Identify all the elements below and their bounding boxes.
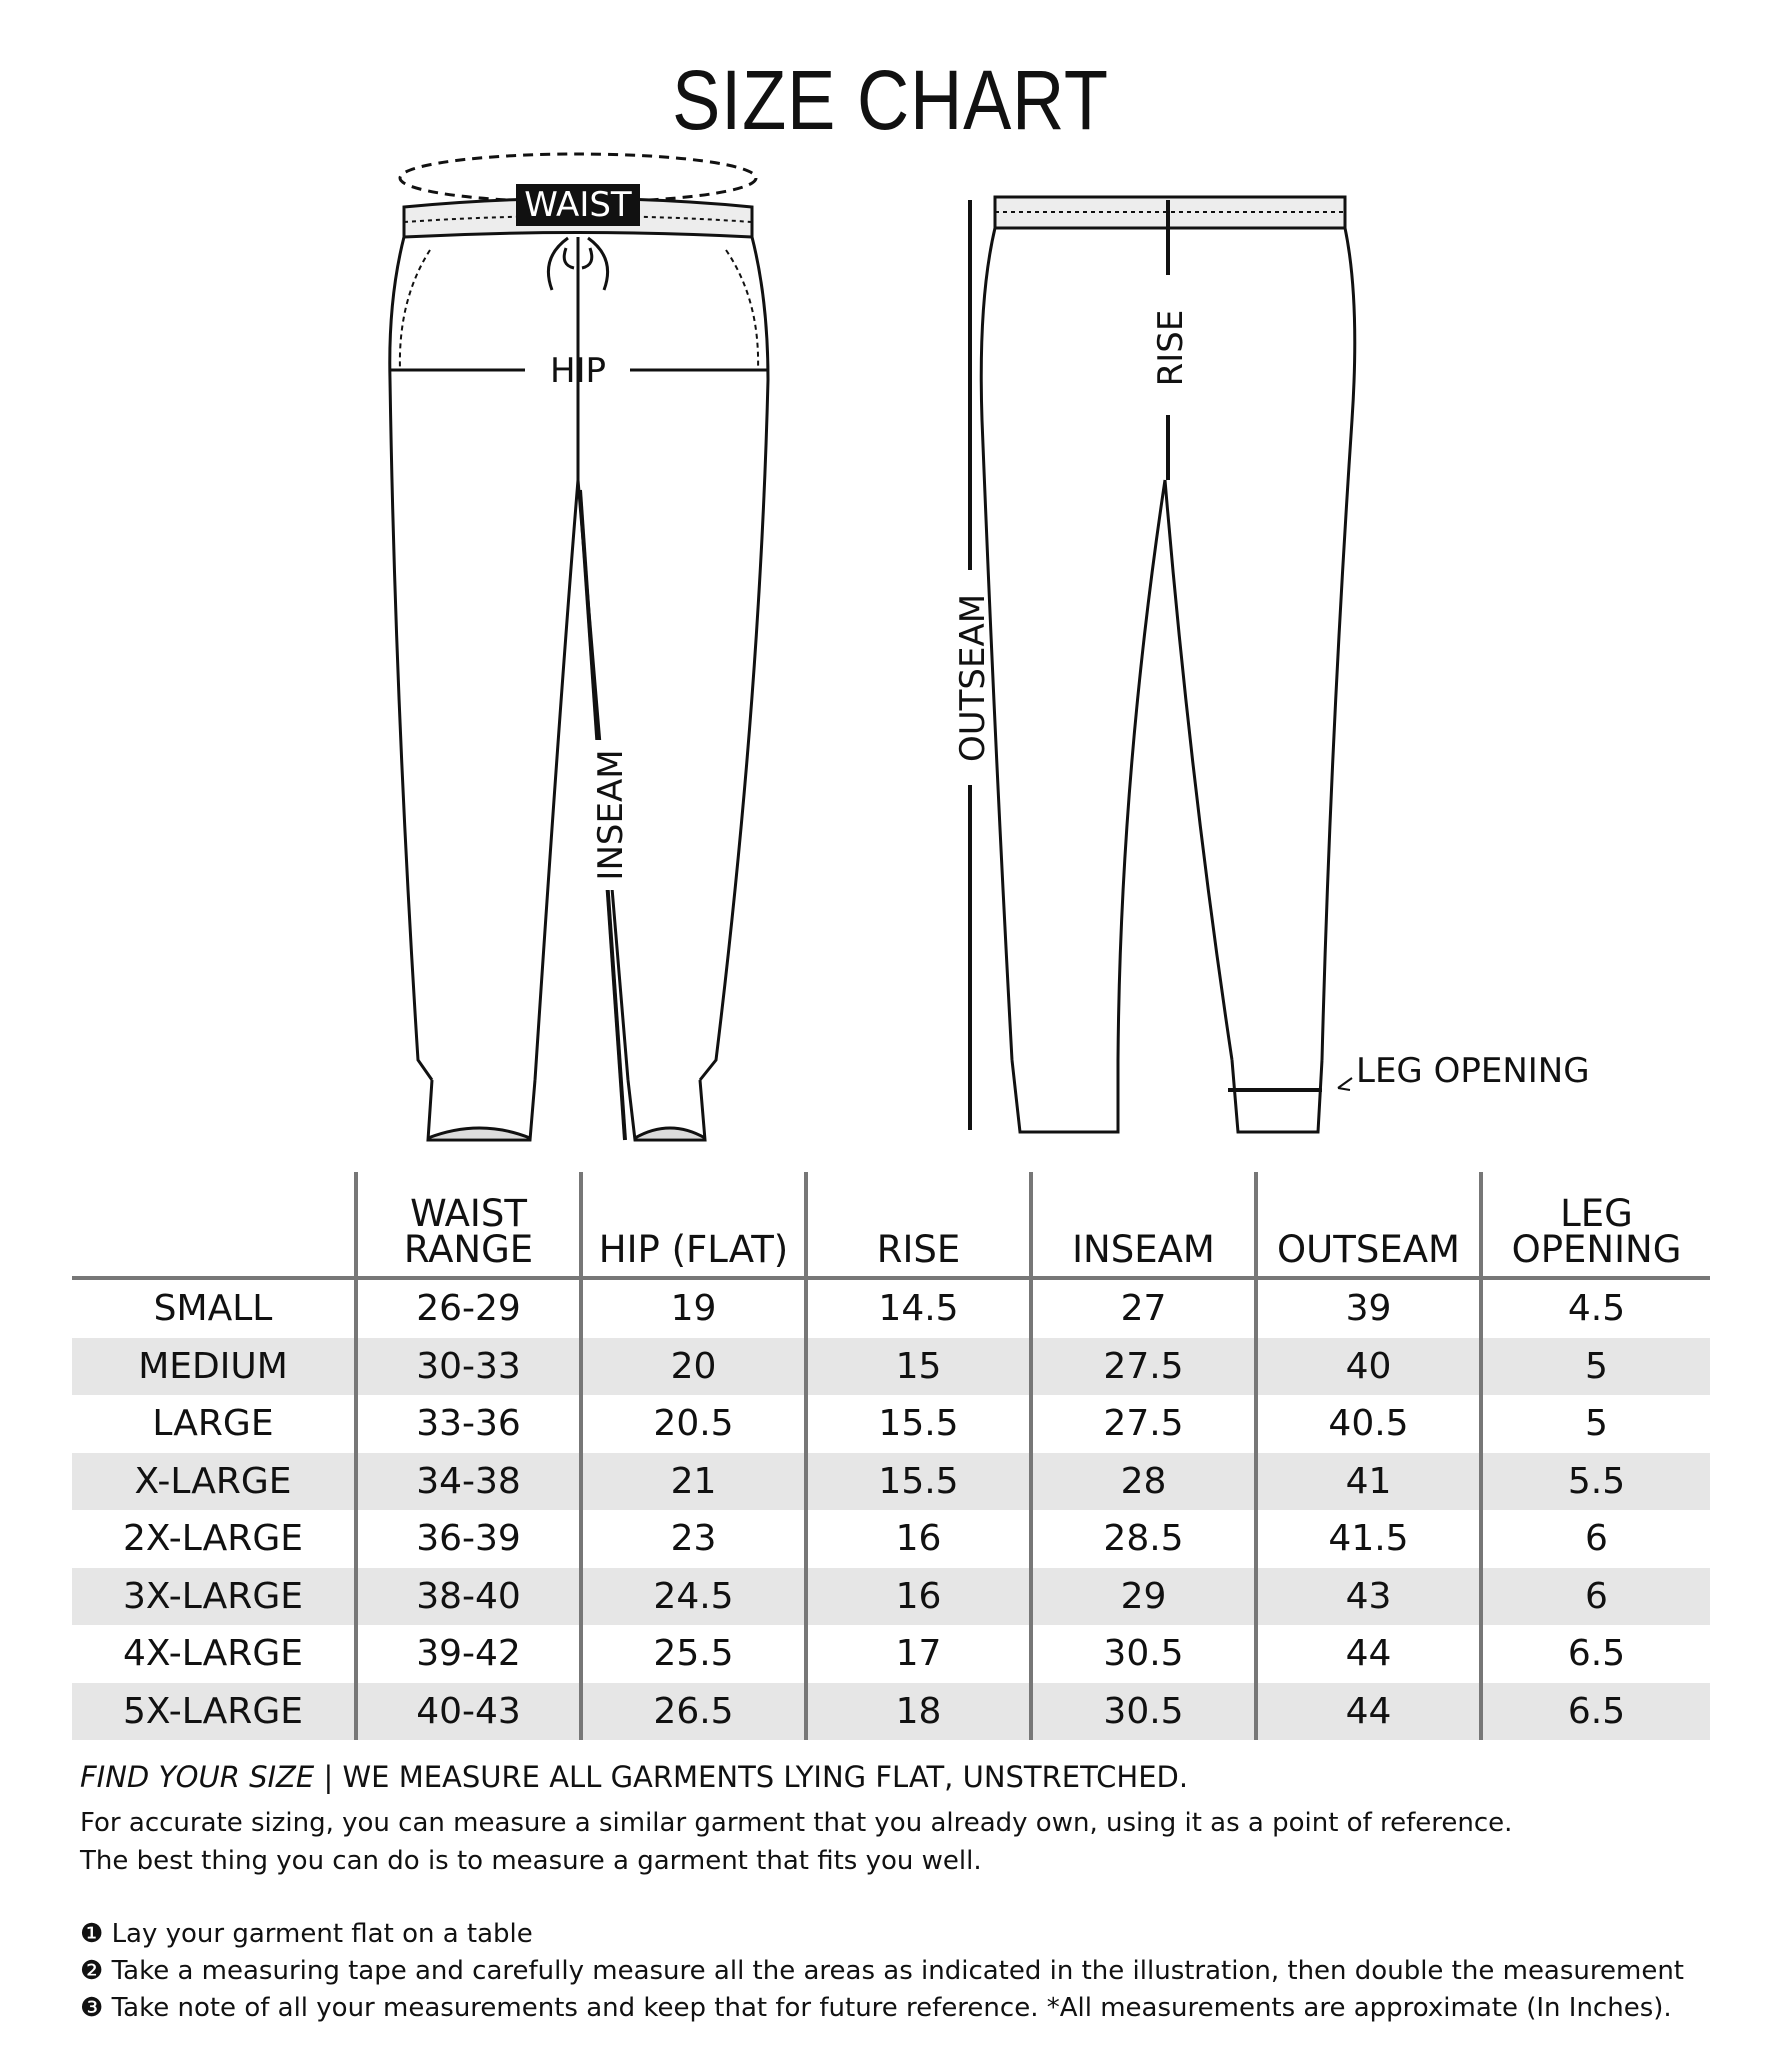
table-cell: 30.5 [1031, 1625, 1256, 1683]
table-cell: 43 [1256, 1568, 1481, 1626]
table-header-row [72, 1172, 1710, 1278]
find-your-size-heading [80, 1760, 1740, 1794]
table-cell: 34-38 [356, 1453, 581, 1511]
table-cell: 2X-LARGE [123, 1518, 303, 1560]
table-cell: 29 [1031, 1568, 1256, 1626]
table-cell: 41.5 [1256, 1510, 1481, 1568]
table-cell: 20.5 [581, 1395, 806, 1453]
table-cell: 44 [1256, 1625, 1481, 1683]
table-cell: 20 [581, 1338, 806, 1396]
table-row [72, 1568, 1710, 1626]
table-row [72, 1338, 1710, 1396]
hip-label: HIP [549, 351, 607, 391]
table-header: WAIST RANGE [356, 1172, 581, 1278]
table-row [72, 1453, 1710, 1511]
table-cell: 6.5 [1481, 1683, 1710, 1741]
table-cell: LARGE [152, 1403, 274, 1445]
table-cell: 27.5 [1031, 1338, 1256, 1396]
table-cell: 6 [1481, 1510, 1710, 1568]
rise-label: RISE [1151, 309, 1191, 387]
step-1: ❶ Lay your garment flat on a table [80, 1919, 533, 1949]
table-cell: 15 [806, 1338, 1031, 1396]
table-cell: 39-42 [356, 1625, 581, 1683]
table-cell: 40 [1256, 1338, 1481, 1396]
outseam-label: OUTSEAM [953, 593, 993, 763]
table-cell: 5.5 [1481, 1453, 1710, 1511]
table-cell: 28 [1031, 1453, 1256, 1511]
note-line: For accurate sizing, you can measure a similar garment that you already own, using it as a point of reference. [80, 1808, 1513, 1838]
table-cell: 26.5 [581, 1683, 806, 1741]
table-cell: 19 [581, 1278, 806, 1338]
table-cell: 28.5 [1031, 1510, 1256, 1568]
table-header [72, 1172, 356, 1278]
table-cell: 44 [1256, 1683, 1481, 1741]
table-cell: 24.5 [581, 1568, 806, 1626]
table-cell: 39 [1256, 1278, 1481, 1338]
table-header: RISE [806, 1172, 1031, 1278]
measuring-steps [80, 1916, 1740, 2027]
table-cell: 36-39 [356, 1510, 581, 1568]
table-cell: 5 [1481, 1338, 1710, 1396]
table-cell: 30-33 [356, 1338, 581, 1396]
table-cell: MEDIUM [72, 1338, 356, 1396]
table-cell: 6.5 [1481, 1625, 1710, 1683]
table-row [72, 1510, 1710, 1568]
front-pants-drawing [390, 154, 768, 1140]
table-cell: 14.5 [806, 1278, 1031, 1338]
table-cell: 26-29 [356, 1278, 581, 1338]
table-cell: 38-40 [356, 1568, 581, 1626]
table-cell: 40.5 [1256, 1395, 1481, 1453]
table-header: LEG OPENING [1481, 1172, 1710, 1278]
table-cell: 33-36 [356, 1395, 581, 1453]
note-line: The best thing you can do is to measure a garment that fits you well. [80, 1846, 982, 1876]
table-cell: SMALL [153, 1288, 273, 1330]
table-cell: 16 [806, 1568, 1031, 1626]
inseam-label: INSEAM [591, 749, 631, 881]
table-header: INSEAM [1031, 1172, 1256, 1278]
step-3: ❸ Take note of all your measurements and keep that for future reference. *All measurements are approximate (In Inches). [80, 1993, 1672, 2023]
table-cell: 17 [806, 1625, 1031, 1683]
table-cell: 27.5 [1031, 1395, 1256, 1453]
table-cell: 4X-LARGE [123, 1633, 303, 1675]
sizing-notes [80, 1760, 1740, 2027]
find-title: FIND YOUR SIZE [80, 1760, 315, 1794]
table-cell: X-LARGE [72, 1453, 356, 1511]
table-cell: 15.5 [806, 1453, 1031, 1511]
find-subtitle: | WE MEASURE ALL GARMENTS LYING FLAT, UNSTRETCHED. [314, 1760, 1189, 1794]
step-2: ❷ Take a measuring tape and carefully measure all the areas as indicated in the illustration, then double the measurement [80, 1956, 1685, 1986]
table-cell: 23 [581, 1510, 806, 1568]
table-header: HIP (FLAT) [581, 1172, 806, 1278]
table-cell: 41 [1256, 1453, 1481, 1511]
table-cell: 25.5 [581, 1625, 806, 1683]
table-cell: 6 [1481, 1568, 1710, 1626]
table-cell: 15.5 [806, 1395, 1031, 1453]
table-cell: 30.5 [1031, 1683, 1256, 1741]
leg-opening-label: LEG OPENING [1356, 1051, 1590, 1091]
table-cell: 40-43 [356, 1683, 581, 1741]
table-row [72, 1278, 1710, 1338]
table-cell: 5 [1481, 1395, 1710, 1453]
table-cell: 27 [1031, 1278, 1256, 1338]
table-row [72, 1683, 1710, 1741]
waist-label: WAIST [524, 185, 632, 225]
table-cell: 21 [581, 1453, 806, 1511]
table-row [72, 1395, 1710, 1453]
table-header: OUTSEAM [1256, 1172, 1481, 1278]
table-cell: 18 [806, 1683, 1031, 1741]
page-title: SIZE CHART [672, 53, 1109, 147]
table-row [72, 1625, 1710, 1683]
table-cell: 16 [806, 1510, 1031, 1568]
table-cell: 3X-LARGE [72, 1568, 356, 1626]
table-cell: 4.5 [1481, 1278, 1710, 1338]
table-cell: 5X-LARGE [72, 1683, 356, 1741]
size-table [72, 1172, 1710, 1740]
